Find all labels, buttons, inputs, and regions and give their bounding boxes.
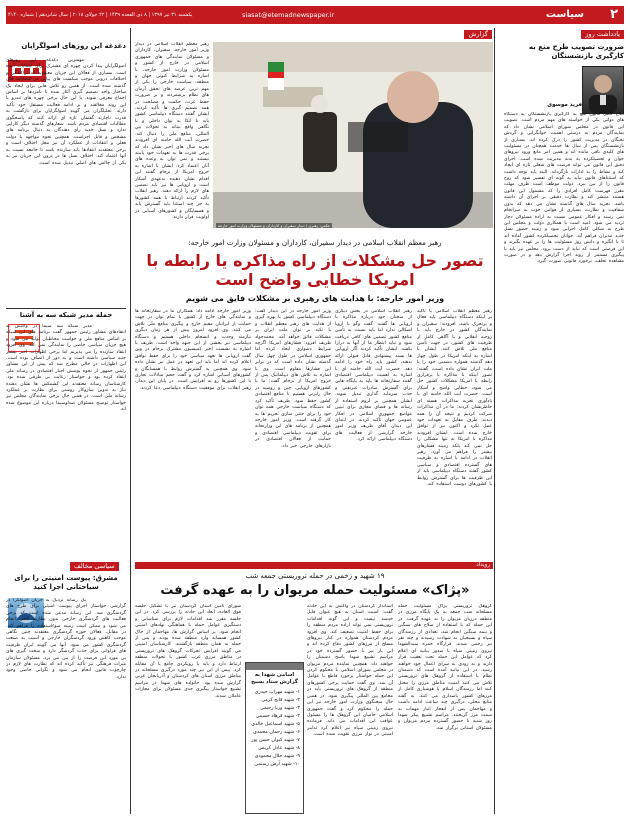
martyr-list-item: ۳- شهید وریا رحیمی bbox=[259, 706, 300, 711]
second-body-col-3: شورای تأمین استان کردستان نیز با تشکیل جلسه فوق العاده، ابعاد این حادثه را بررسی کرد. در این جلسه مقرر شد اقدامات لازم برای شناسایی و دستگیری عوامل حمله با هماهنگی نهادهای امنیتی انجام شود. بر اساس گزارش ها، مهاجمان از خاک کشور همسایه وارد منطقه شده بودند و پس از حمله به همان منطقه بازگشتند. کارشناسان امنیتی می گویند افزایش تحرکات گروهک های تروریستی در مناطق مرزی غرب کشور با تحولات منطقه ارتباط دارد و باید با رویکردی جامع با آن مقابله کرد. پیش از این نیز چند مورد درگیری مسلحانه در مناطق مرزی استان های کردستان و آذربایجان غربی گزارش شده بود. خانواده های شهدا در مراسم تشییع خواستار پیگیری جدی مسئولان برای مجازات عاملان شدند. bbox=[135, 604, 241, 699]
martyr-list-item: ۸- شهید عادل کریمی bbox=[257, 746, 300, 751]
website-address: siasat@etemadnewspaper.ir bbox=[242, 11, 335, 19]
left-bottom-body: یک رسانه نزدیک به جریان اصولگرا در گزارشی خواستار اجرای پیوست امنیتی برای طرح های گردشگری شد. این رسانه مدعی شده است که برخی فعالیت های گردشگری خارجی بدون نظارت کافی انجام می شود و ممکن است زمینه سوءاستفاده را فراهم کند. در مقابل، فعالان حوزه گردشگری معتقدند چنین نگاهی موجب کاهش ورود گردشگران خارجی و آسیب به صنعت گردشگری کشور می شود. آنها می گویند ایران ظرفیت های فراوانی برای جذب گردشگر دارد و سخت گیری های بی مورد این فرصت را از بین می برد. مسئولان سازمان میراث فرهنگی نیز تأکید کرده اند که نظارت های لازم در چارچوب قانون انجام می شود و نگرانی خاصی وجود ندارد. bbox=[6, 598, 126, 680]
main-headline-line-1: تصور حل مشکلات از راه مذاکره یا رابطه با bbox=[146, 251, 484, 270]
second-kicker: ۱۹ شهید و زخمی در حمله تروریستی جمعه شب bbox=[245, 572, 385, 580]
martyrs-list bbox=[246, 689, 303, 769]
editorial-tag: یادداشت روز bbox=[581, 30, 624, 39]
left-mid-rule bbox=[6, 308, 126, 309]
left-mid-headline: حمله مدیر شبکه سه به آشنا bbox=[19, 311, 113, 319]
left-mid-body: مدیر شبکه سه سیما در واکنش به انتقادهای مشاور رئیس جمهور گفت برنامه های این شبکه بر اساس منافع ملی و خواست مخاطبان تولید می شود و هیچ جریان سیاسی خاصی را نمایندگی نمی کند. وی افزود انتقاد سازنده را می پذیریم اما برخی اظهارات اخیر بیشتر جنبه سیاسی داشته است و به دور از انصاف بوده است. این اظهارات در حالی مطرح شد که پیش از این مشاور رئیس جمهور از نحوه پوشش اخبار اقتصادی در رسانه ملی انتقاد کرده بود و خواستار رعایت بی طرفی شده بود. کارشناسان رسانه معتقدند این کشمکش ها نشان دهنده نیاز به تدوین سازوکار روشنی برای نظارت بر عملکرد رسانه ملی است. در همین حال برخی نمایندگان مجلس نیز خواستار توضیح مسئولان صداوسیما درباره این موضوع شده اند. bbox=[6, 324, 126, 413]
report-tag: گزارش bbox=[464, 30, 492, 39]
martyr-list-item: ۴- شهید فرهاد حسینی bbox=[255, 714, 300, 719]
main-headline-line-2: امریکا خطایی واضح است bbox=[215, 270, 415, 289]
second-headline: «پژاک» مسئولیت حمله مریوان را به عهده گرفت bbox=[160, 583, 470, 598]
dateline: یکشنبه ۳۱ تیر ۱۳۹۷ | ۸ ذی القعده ۱۴۳۹ | ۲۲ جولای ۲۰۱۸ | سال شانزدهم | شماره ۴۱۴۰ bbox=[8, 12, 193, 18]
event-tag: رویداد bbox=[476, 562, 490, 568]
main-body-col-2: رهبر انقلاب اسلامی در بخش دیگری از سخنان خود درباره مذاکره با اروپایی ها گفتند: گفت وگو با اروپا اشکالی ندارد اما باید نسبت به تأمین منافع کشور تضمین های کافی دریافت شود و نباید انتظار ما از آنها به درازا بکشد. ایشان تأکید کردند اگر اروپایی ها بسته پیشنهادی قابل قبولی ارائه ندهند، کشور باید راه خود را ادامه دهد. حضرت آیت الله خامنه ای با اشاره به اهمیت دیپلماسی اقتصادی گفتند سفارتخانه ها باید به پایگاه هایی برای گسترش صادرات غیرنفتی و جذب سرمایه گذاری تبدیل شوند. ایشان همچنین بر لزوم استفاده از رسانه ها و فضای مجازی برای تبیین مواضع جمهوری اسلامی در افکار عمومی جهان تأکید کردند. در ابتدای این دیدار، آقای ظریف وزیر امور خارجه گزارشی از فعالیت های دستگاه دیپلماسی ارائه کرد. bbox=[335, 309, 412, 443]
top-left-text: رهبر معظم انقلاب اسلامی در دیدار وزیر امور خارجه، سفیران، کارداران و مسئولان نمایندگی های جمهوری اسلامی در خارج از کشور و مسئولان وزارت امور خارجه، با اشاره به شرایط کنونی جهان و منطقه، سیاست خارجی را یکی از مهم ترین عرصه های تحقق آرمان های نظام برشمردند و بر ضرورت حفظ عزت، حکمت و مصلحت در همه تصمیم گیری ها تأکید کردند. ایشان گفتند دستگاه دیپلماسی کشور باید با اتکا به توان داخلی و با نگاهی واقع بینانه به تحولات بین المللی، منافع ملی را دنبال کند. حضرت آیت الله خامنه ای افزودند تجربه سال های اخیر نشان داد که برخی قدرت ها به تعهدات خود پایبند نیستند و نمی توان به وعده های آنان اعتماد کرد. ایشان با اشاره به خروج امریکا از برجام گفتند این اقدام نشان دهنده بدعهدی آشکار است و اروپایی ها نیز باید تضمین های لازم را ارائه دهند. رهبر انقلاب تأکید کردند ارتباط با همه کشورها به جز چند استثنا باید گسترش یابد و همسایگان و کشورهای آسیایی در اولویت قرار دارند. bbox=[135, 42, 209, 220]
section-name: سیاست bbox=[545, 9, 584, 20]
lead-photo bbox=[213, 42, 493, 228]
editorial-headline: ضرورت تصویب طرح منع به کارگیری بازنشستگان bbox=[528, 43, 624, 60]
left-top-headline: دغدغه این روزهای اصولگرایان bbox=[21, 42, 126, 50]
main-body-col-1: رهبر معظم انقلاب اسلامی با تأکید بر اینکه دستگاه دیپلماسی باید فعال و پرتحرک باشد، افزودند: سفیران و نمایندگان کشور در خارج باید با روحیه انقلابی و با آگاهی کامل از ظرفیت های کشور، در جهت تأمین منافع ملی تلاش کنند. ایشان با اشاره به اینکه امریکا در طول چهار دهه گذشته همواره دشمنی خود را با ملت ایران نشان داده است، گفتند: تصور اینکه با مذاکره یا برقراری رابطه با امریکا مشکلات کشور حل می شود، خطایی واضح و آشکار است. حضرت آیت الله خامنه ای با یادآوری تجربه مذاکرات هسته ای خاطرنشان کردند: ما در آن مذاکرات شرکت کردیم و نتیجه آن را همه دیدند. طرف مقابل به تعهدات خود عمل نکرد و اکنون نیز از توافق خارج شده است. ایشان افزودند مذاکره با امریکا نه تنها مشکلی را حل نمی کند بلکه زمینه فشارهای بیشتر را فراهم می آورد. رهبر انقلاب در ادامه با اشاره به ظرفیت های گسترده اقتصادی و سیاسی کشور گفتند دستگاه دیپلماسی باید از این ظرفیت ها برای گسترش روابط با کشورهای دوست استفاده کند. bbox=[417, 309, 492, 487]
second-body-col-2: استاندار کردستان در واکنش به این حادثه گفت: امنیت استان به هیچ عنوان قابل خدشه نیست و این گونه اقدامات تروریستی نمی تواند اراده مردم منطقه را برای حفظ امنیت تضعیف کند. وی افزود مردم کردستان همواره در کنار نیروهای مسلح از مرزهای کشور دفاع کرده اند و این بار نیز با حضور گسترده خود در مراسم تشییع شهدا پاسخ دشمنان را خواهند داد. همچنین نماینده مردم مریوان در مجلس شورای اسلامی با محکوم کردن این حمله خواستار برخورد قاطع با عوامل آن شد. وی گفت حمایت برخی کشورهای منطقه از گروهک های تروریستی باید در مجامع بین المللی پیگیری شود. در همین حال سخنگوی وزارت امور خارجه نیز این حمله را محکوم کرد و گفت جمهوری اسلامی حامیان این گروهک ها را مسئول عواقب این اقدامات می داند. فرمانده نیروی زمینی سپاه نیز اعلام کرد تدابیر امنیتی در نوار مرزی تقویت شده است. bbox=[307, 604, 393, 738]
event-bar bbox=[135, 562, 493, 569]
main-body-col-4: وزیر امور خارجه ادامه داد: همکاران ما در سفارتخانه ها و نمایندگی های خارج از کشور با تمام توان در جهت حمایت از ایرانیان مقیم خارج و پیگیری منافع ملی تلاش می کنند. وی افزود امروز بیش از هر زمان دیگری نیازمند وحدت و انسجام داخلی هستیم و دستگاه دیپلماسی نیز بخشی از این جبهه واحد است. ظریف با اشاره به نشست اخیر کمیسیون مشترک برجام در وین گفت اروپایی ها تعهد سیاسی خود را برای حفظ توافق اعلام کرده اند اما باید این تعهد در عمل نیز نشان داده شود. وی همچنین به گسترش روابط با همسایگان و کشورهای آسیایی اشاره کرد و گفت حجم مبادلات تجاری با این کشورها رو به افزایش است. در پایان این دیدار، رهبر انقلاب برای موفقیت دستگاه دیپلماسی دعا کردند. bbox=[135, 309, 251, 391]
left-top-body: مهمترین دغدغه این روزهای اصولگرایان پیدا کردن چهره ای مشترک برای انتخابات آینده است. بسیاری از فعالان این جریان معتقدند که پراکندگی و اختلافات درونی موجب شکست های پیاپی در انتخابات های گذشته شده است. از همین رو تلاش هایی برای ایجاد یک ساختار واحد تصمیم گیری آغاز شده تا نامزدها بر اساس اجماع معرفی شوند. با این حال برخی چهره های تندرو با این روند مخالفند و بر ادامه فعالیت مستقل خود تأکید دارند. تحلیلگران می گویند اصولگرایان برای بازگشت به قدرت ناچارند گفتمان تازه ای ارائه کنند که پاسخگوی مطالبات اقتصادی مردم باشد. شعارهای گذشته دیگر کارایی ندارد و نسل جدید رأی دهندگان به دنبال برنامه های مشخص و قابل اجراست. همچنین نحوه مواجهه با دولت فعلی و انتقادات از عملکرد آن نیز محل اختلاف است و برخی معتقدند انتقادها باید سازنده باشد تا جامعه نسبت به آنها اعتماد کند. اختلاف نسل ها در درون این جریان نیز به یکی از چالش های اصلی تبدیل شده است. bbox=[6, 58, 126, 166]
author-name: فرید موسوی bbox=[547, 102, 582, 108]
martyrs-box bbox=[245, 662, 304, 814]
author-avatar bbox=[582, 66, 624, 114]
martyr-list-item: ۲- شهید فاتح کرمی bbox=[261, 698, 300, 703]
photo-caption: عکس: رهبری | دیدار سفیران و کارداران و مسئولان وزارت امور خارجه bbox=[218, 223, 331, 228]
left-bottom-headline: مشرق: پیوست امنیتی را برای سیاحتانی اجرا کنید bbox=[14, 574, 118, 591]
left-bottom-tag: سیاسی مخالف bbox=[70, 562, 119, 571]
second-body-col-1: گروهک تروریستی پژاک مسئولیت حمله مسلحانه شب جمعه به یک پایگاه مرزی در منطقه درزیان مریوان را به عهده گرفت. در این حمله که با استفاده از سلاح های سنگین و نیمه سنگین انجام شد، تعدادی از رزمندگان سپاه و بسیجیان به شهادت رسیدند و چند نفر نیز زخمی شدند. قرارگاه حمزه سیدالشهدا نیروی زمینی سپاه با صدور بیانیه ای اعلام کرد که عوامل این حمله تحت تعقیب قرار دارند و به زودی به سزای اعمال خود خواهند رسید. در این بیانیه آمده است که دشمنان نظام با استفاده از گروهک های تروریستی تلاش می کنند امنیت مناطق مرزی را مختل کنند اما رزمندگان اسلام با هوشیاری کامل از مرزهای کشور پاسداری می کنند. به گفته منابع محلی، درگیری چند ساعت ادامه داشت و مهاجمان پس از انفجار انبار مهمات به سمت مرز گریختند. مراسم تشییع پیکر شهدا روز شنبه با حضور گسترده مردم مریوان و مسئولان استانی برگزار شد. bbox=[398, 604, 492, 731]
editorial-body: ابلاغ کامل قانون منع به کارگیری بازنشستگان به دستگاه های دولتی یکی از خواسته های مهم مردم است. تصویب این قانون در مجلس شورای اسلامی نشان داد که نمایندگان مردم به درستی اهمیت جوانگرایی و گردش نخبگان در مدیریت کشور را درک کرده اند. بسیاری از بازنشستگان پس از سال ها خدمت همچنان در مسئولیت های کلیدی باقی مانده اند و همین امر مانع ورود نیروهای جوان و تحصیلکرده به بدنه مدیریت شده است. اجرای دقیق این قانون می تواند فرصت های شغلی تازه ای ایجاد کند و نشاط را به ادارات بازگرداند. البته باید توجه داشت که استثناهای قانون نباید به گونه ای تفسیر شود که روح قانون را از بین ببرد. دولت موظف است ظرف مهلت مقرر فهرست کامل افرادی را که مشمول این قانون هستند منتشر کند و نظارت دقیقی بر اجرای آن داشته باشد. تجربه سال های گذشته نشان می دهد که بدون شفافیت و نظارت، بسیاری از قوانین خوب به سرانجام نمی رسند و افکار عمومی نسبت به اراده مسئولان دچار تردید می شود. امید است با همکاری دولت و مجلس این طرح به شکلی کامل اجرایی شود و زمینه حضور نسل جدید مدیران فراهم آید. جوانان تحصیلکرده کشور آماده اند تا با انگیزه و دانش روز مسئولیت ها را بر عهده بگیرند و این فرصتی است که نباید از دست برود. مجلس نیز باید با پیگیری مستمر از روند اجرا گزارش دهد و در صورت مشاهده تخلف، برخورد قانونی صورت گیرد. bbox=[504, 112, 624, 265]
page-number: ۲ bbox=[610, 7, 618, 22]
martyrs-box-title: اسامی شهدا به گزارش ستاد بسیج bbox=[251, 672, 298, 685]
martyr-list-item: ۶- شهید رحمان محمدی bbox=[253, 730, 300, 735]
subhead: وزیر امور خارجه: با هدایت های رهبری بر مشکلات فایق می شویم bbox=[185, 294, 445, 303]
kicker: رهبر معظم انقلاب اسلامی در دیدار سفیران، کارداران و مسئولان وزارت امور خارجه: bbox=[188, 238, 442, 247]
martyr-list-item: ۱۰- شهید آرش رستمی bbox=[254, 762, 300, 767]
martyr-list-item: ۷- شهید کیوان حسن پور bbox=[251, 738, 300, 743]
martyr-list-item: ۹- شهید جلال محمودی bbox=[254, 754, 300, 759]
martyr-list-item: ۵- شهید اسماعیل خالدی bbox=[251, 722, 300, 727]
martyr-list-item: ۱- شهید مهراب حیدری bbox=[254, 690, 300, 695]
main-body-col-3: وزیر امور خارجه در این دیدار گفت: دستگاه دیپلماسی کشور با بهره گیری از هدایت های رهبر معظم انقلاب و با تکیه بر توان ملت ایران بر مشکلات فائق خواهد آمد. محمدجواد ظریف افزود: فشارهای امریکا اگرچه شرایط دشواری ایجاد کرده اما جمهوری اسلامی در طول چهل سال گذشته نشان داده است که در برابر این فشارها مقاوم است. وی با اشاره به تلاش های دیپلماتیک پس از خروج امریکا از برجام گفت: ما با کشورهای اروپایی، چین و روسیه در حال رایزنی هستیم تا منافع اقتصادی کشور حفظ شود. ظریف تأکید کرد که دستگاه سیاست خارجی همه توان خود را برای خنثی سازی تحریم ها به کار گرفته است. وزیر امور خارجه همچنین از برنامه های این وزارتخانه برای تقویت دیپلماسی اقتصادی و حمایت از فعالان اقتصادی در بازارهای خارجی خبر داد. bbox=[255, 309, 331, 449]
